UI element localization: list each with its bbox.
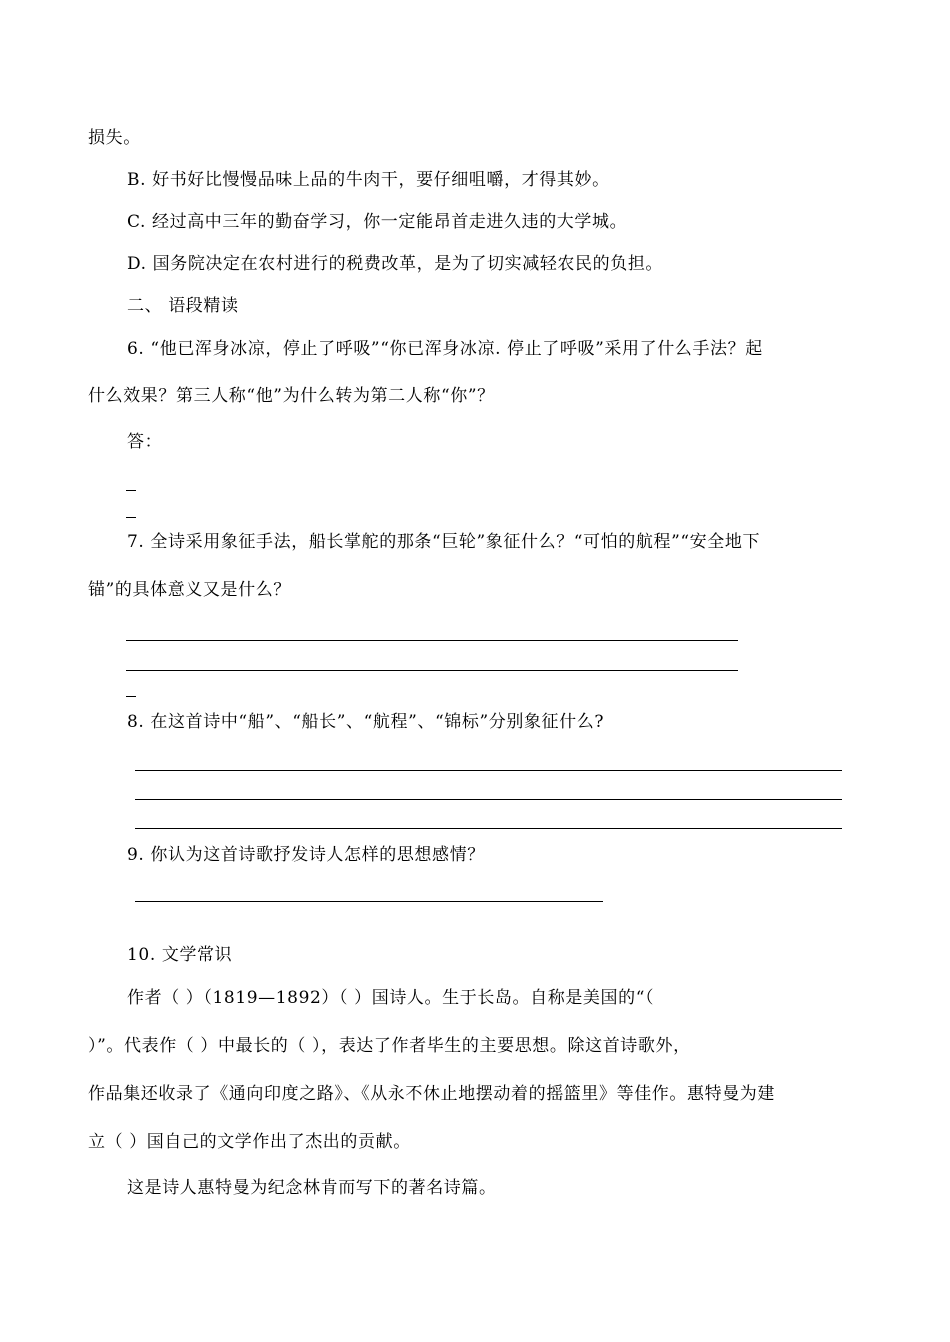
answer-line[interactable] — [135, 799, 842, 800]
question-10-line-1: 作者（ ）（1819—1892）（ ）国诗人。生于长岛。自称是美国的“（ — [127, 988, 655, 1008]
question-6-line-1: 6. “他已浑身冰凉，停止了呼吸”“你已浑身冰凉. 停止了呼吸”采用了什么手法？起 — [127, 339, 763, 359]
answer-line[interactable] — [135, 770, 842, 771]
closing-text: 这是诗人惠特曼为纪念林肯而写下的著名诗篇。 — [127, 1178, 497, 1198]
answer-blank-short[interactable] — [126, 517, 136, 518]
option-b: B. 好书好比慢慢品味上品的牛肉干，要仔细咀嚼，才得其妙。 — [127, 170, 610, 190]
answer-line[interactable] — [126, 640, 738, 641]
answer-line[interactable] — [135, 828, 842, 829]
option-c: C. 经过高中三年的勤奋学习，你一定能昂首走进久违的大学城。 — [127, 212, 628, 232]
question-6-answer-label: 答： — [127, 432, 163, 452]
answer-line[interactable] — [126, 670, 738, 671]
question-6-line-2: 什么效果？第三人称“他”为什么转为第二人称“你”？ — [88, 386, 495, 406]
section-heading: 二、 语段精读 — [127, 296, 239, 316]
question-10-line-3: 作品集还收录了《通向印度之路》、《从永不休止地摆动着的摇篮里》等佳作。惠特曼为建 — [88, 1084, 775, 1104]
question-10-line-2: ）”。代表作（ ）中最长的（ ），表达了作者毕生的主要思想。除这首诗歌外， — [88, 1036, 691, 1056]
answer-line[interactable] — [135, 901, 603, 902]
question-7-line-1: 7. 全诗采用象征手法，船长掌舵的那条“巨轮”象征什么？“可怕的航程”“安全地下 — [127, 532, 761, 552]
question-8-text: 8. 在这首诗中“船”、“船长”、“航程”、“锦标”分别象征什么? — [127, 712, 605, 732]
answer-blank-short[interactable] — [126, 696, 136, 697]
answer-blank-short[interactable] — [126, 490, 136, 491]
question-7-line-2: 锚”的具体意义又是什么？ — [88, 580, 291, 600]
option-d: D. 国务院决定在农村进行的税费改革，是为了切实减轻农民的负担。 — [127, 254, 664, 274]
question-10-line-4: 立（ ）国自己的文学作出了杰出的贡献。 — [88, 1132, 411, 1152]
question-9-text: 9. 你认为这首诗歌抒发诗人怎样的思想感情？ — [127, 845, 485, 865]
continuation-text: 损失。 — [88, 128, 141, 148]
question-10-title: 10. 文学常识 — [127, 945, 233, 965]
